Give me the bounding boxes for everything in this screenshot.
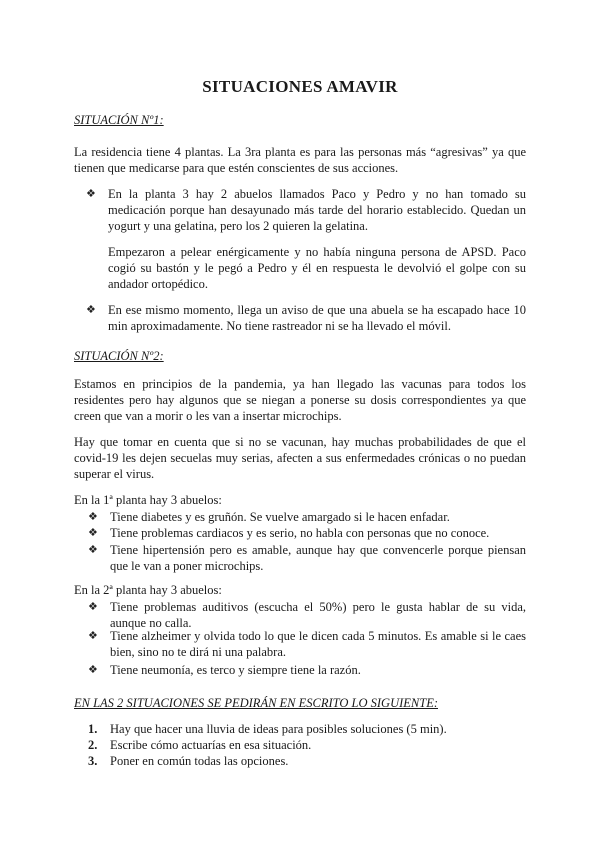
bullet-text: En la planta 3 hay 2 abuelos llamados Paco y Pedro y no han tomado su medicación porque han desayunado más tarde del horario establecido. Quedan un yogurt y una gelatina, pero los 2 quieren la gelatina. bbox=[108, 187, 526, 233]
floor-1-item bbox=[88, 509, 526, 525]
floor-1-label: En la 1ª planta hay 3 abuelos: bbox=[74, 493, 222, 507]
bullet-text: Tiene alzheimer y olvida todo lo que le dicen cada 5 minutos. Es amable si le caes bien, sino no te dirá ni una palabra. bbox=[110, 629, 526, 659]
floor-2-item bbox=[88, 662, 526, 678]
item-text: Hay que hacer una lluvia de ideas para posibles soluciones (5 min). bbox=[110, 722, 447, 736]
floor-1-item bbox=[88, 525, 526, 541]
diamond-bullet-icon: ❖ bbox=[88, 511, 98, 523]
final-instructions-heading: EN LAS 2 SITUACIONES SE PEDIRÁN EN ESCRITO LO SIGUIENTE: bbox=[74, 696, 438, 710]
bullet-text: Tiene hipertensión pero es amable, aunque hay que convencerle porque piensan que le van a poner microchips. bbox=[110, 543, 526, 573]
floor-2-item bbox=[88, 628, 526, 660]
floor-2-label: En la 2ª planta hay 3 abuelos: bbox=[74, 583, 222, 597]
bullet-text: En ese mismo momento, llega un aviso de que una abuela se ha escapado hace 10 min aproximadamente. No tiene rastreador ni se ha llevado el móvil. bbox=[108, 303, 526, 333]
item-text: Escribe cómo actuarías en esa situación. bbox=[110, 738, 312, 752]
situation-1-heading: SITUACIÓN Nº1: bbox=[74, 113, 164, 127]
floor-2-item bbox=[88, 599, 526, 631]
situation-2-intro: Estamos en principios de la pandemia, ya han llegado las vacunas para todos los residentes pero hay algunos que se niegan a ponerse su dosis correspondientes ya que creen que van a morir o les van a insertar microchips. bbox=[74, 377, 526, 423]
item-number: 1. bbox=[88, 722, 98, 736]
bullet-text: Tiene problemas auditivos (escucha el 50%) pero le gusta hablar de su vida, aunque no calla. bbox=[110, 600, 526, 630]
bullet-text: Tiene neumonía, es terco y siempre tiene la razón. bbox=[110, 663, 361, 677]
diamond-bullet-icon: ❖ bbox=[86, 304, 96, 316]
instruction-item bbox=[88, 737, 526, 753]
situation-2-paragraph-2: Hay que tomar en cuenta que si no se vacunan, hay muchas probabilidades de que el covid-19 les dejen secuelas muy serias, afecten a sus enfermedades crónicas o no puedan superar el virus. bbox=[74, 435, 526, 481]
instruction-item bbox=[88, 721, 526, 737]
item-number: 3. bbox=[88, 754, 98, 768]
floor-1-item bbox=[88, 542, 526, 574]
diamond-bullet-icon: ❖ bbox=[88, 527, 98, 539]
situation-1-bullet-1 bbox=[86, 186, 526, 234]
situation-1-intro: La residencia tiene 4 plantas. La 3ra planta es para las personas más “agresivas” ya que tienen que medicarse para que estén conscientes de sus acciones. bbox=[74, 145, 526, 175]
item-text: Poner en común todas las opciones. bbox=[110, 754, 289, 768]
diamond-bullet-icon: ❖ bbox=[88, 630, 98, 642]
situation-2-heading: SITUACIÓN Nº2: bbox=[74, 349, 164, 363]
instruction-item bbox=[88, 753, 526, 769]
diamond-bullet-icon: ❖ bbox=[88, 601, 98, 613]
diamond-bullet-icon: ❖ bbox=[88, 664, 98, 676]
diamond-bullet-icon: ❖ bbox=[88, 544, 98, 556]
bullet-text: Tiene diabetes y es gruñón. Se vuelve amargado si le hacen enfadar. bbox=[110, 510, 450, 524]
diamond-bullet-icon: ❖ bbox=[86, 188, 96, 200]
situation-1-bullet-1-continuation: Empezaron a pelear enérgicamente y no había ninguna persona de APSD. Paco cogió su bastón y le pegó a Pedro y él en respuesta le devolvió el golpe con su andador ortopédico. bbox=[108, 245, 526, 291]
document-title: SITUACIONES AMAVIR bbox=[202, 77, 398, 96]
bullet-text: Tiene problemas cardiacos y es serio, no habla con personas que no conoce. bbox=[110, 526, 490, 540]
situation-1-bullet-2 bbox=[86, 302, 526, 334]
item-number: 2. bbox=[88, 738, 98, 752]
